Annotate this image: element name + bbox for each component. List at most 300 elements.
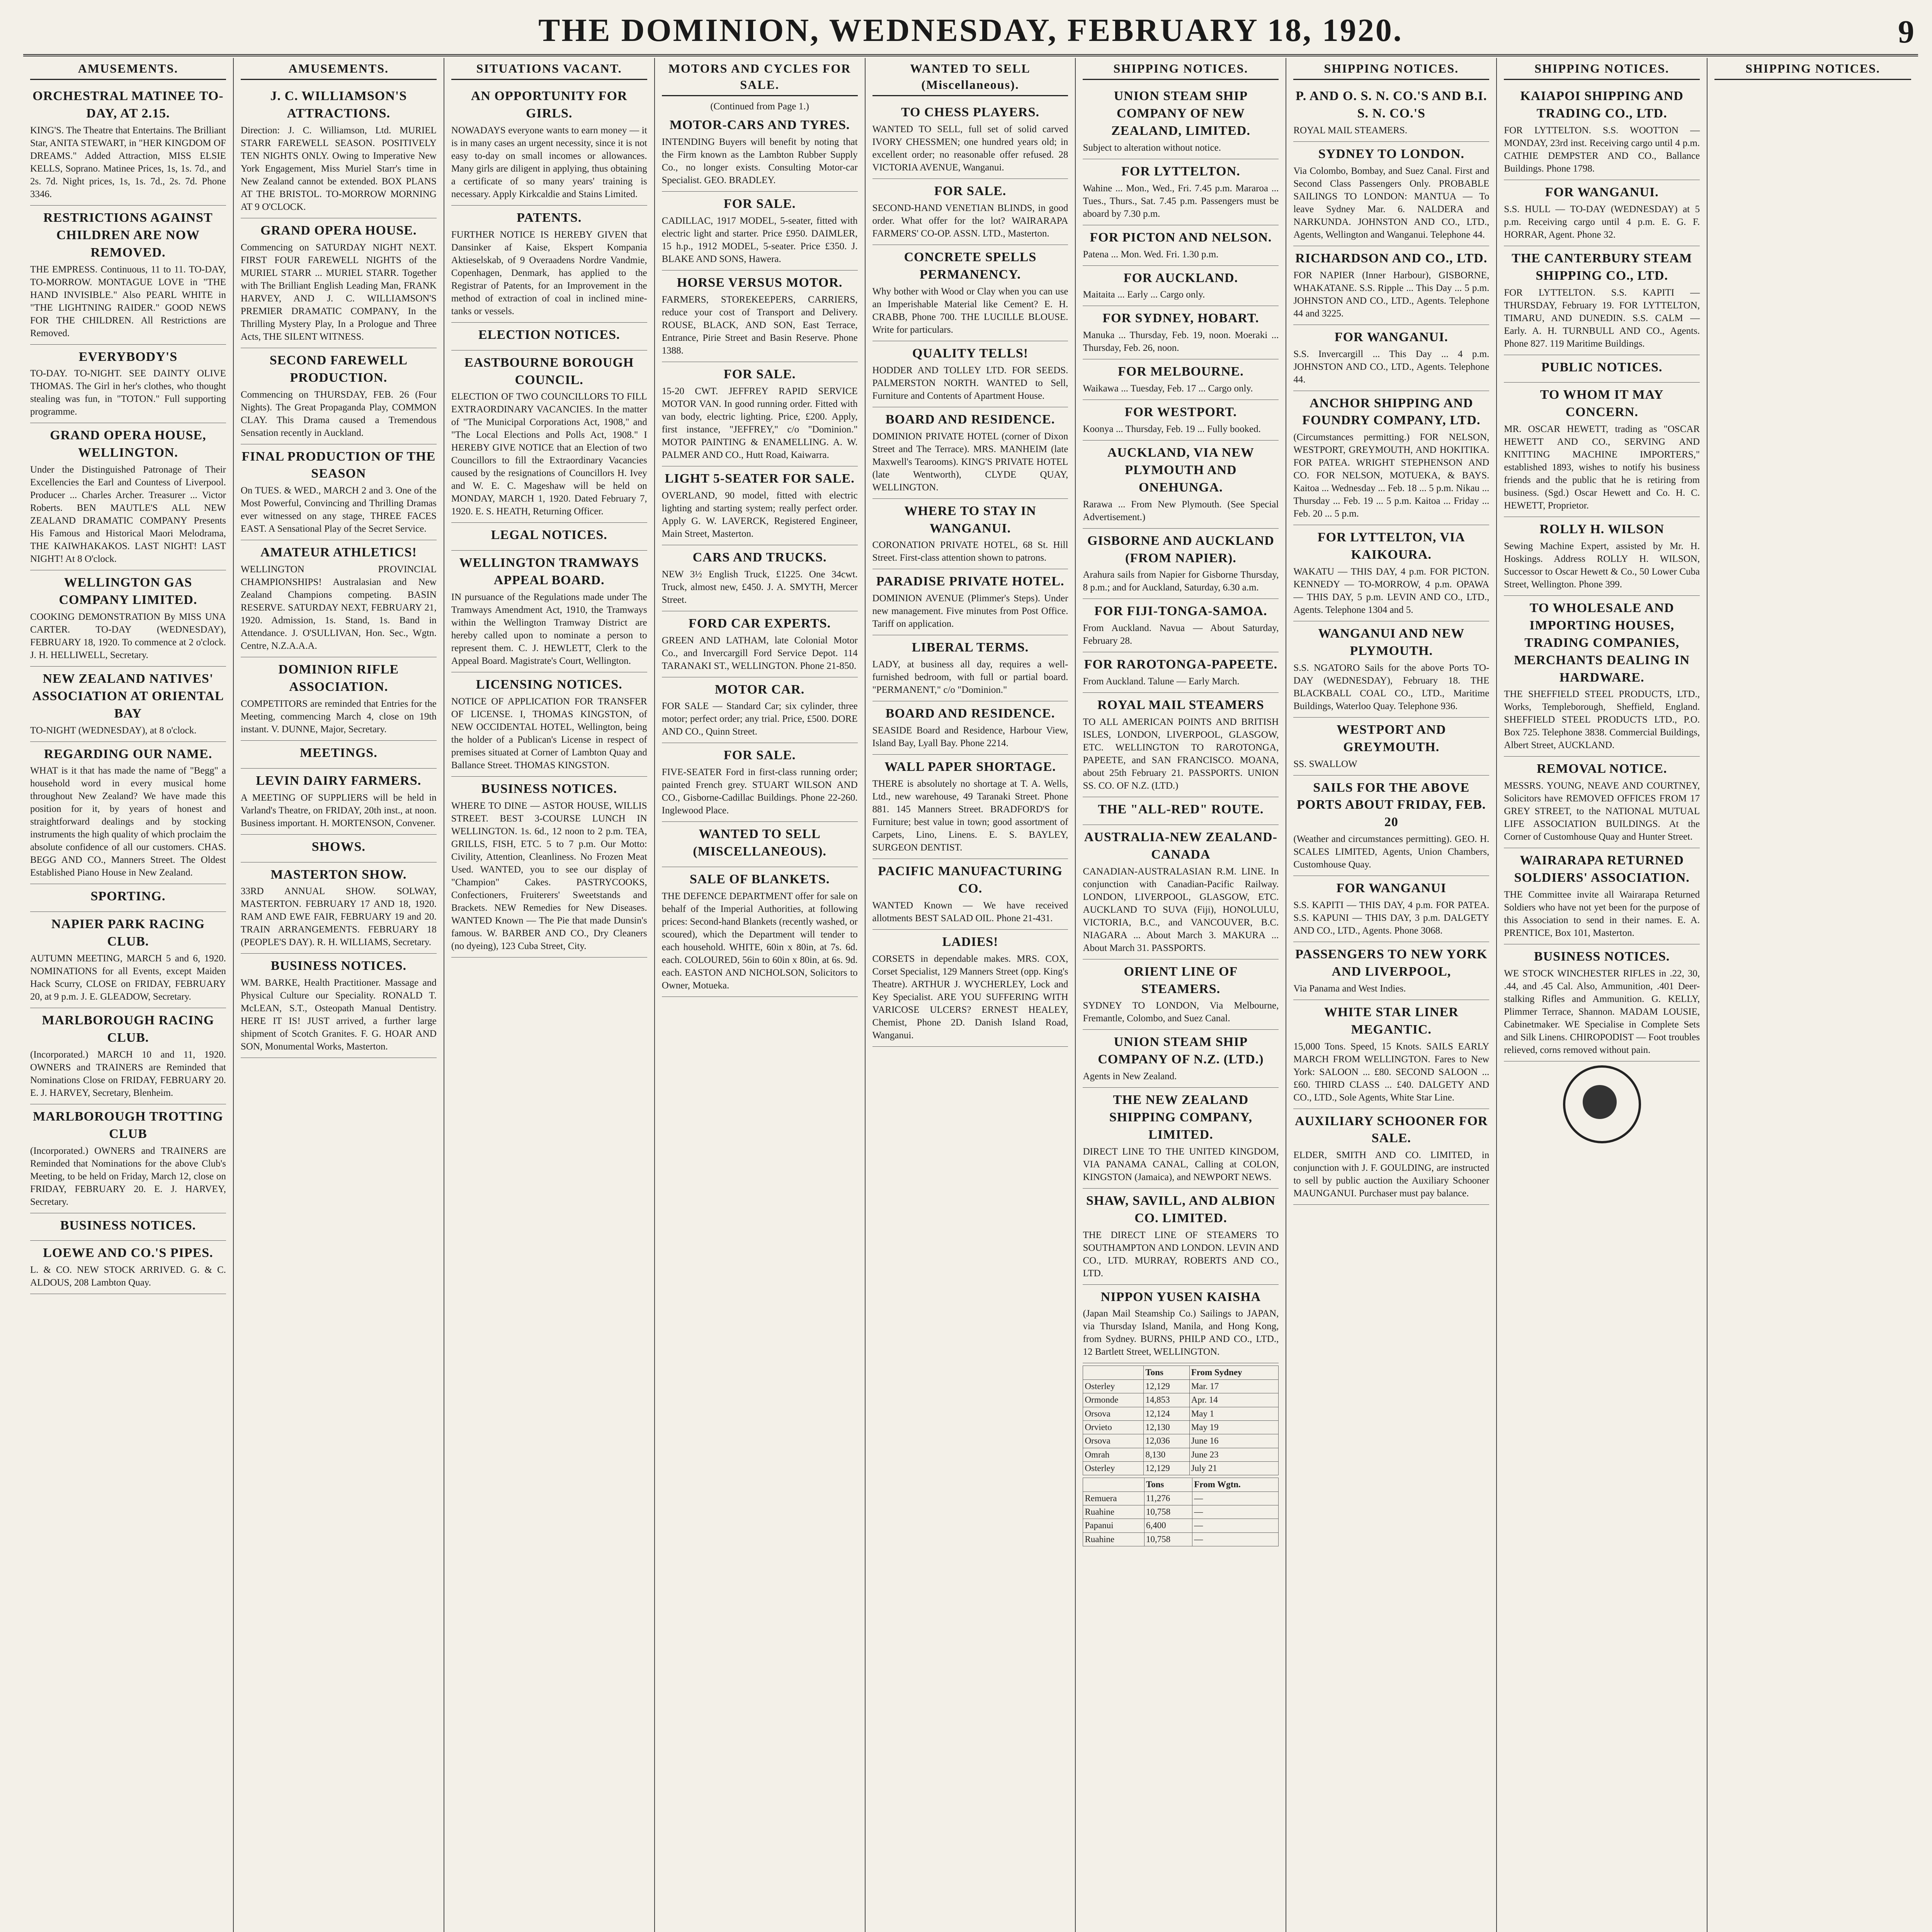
advertisement [662,113,858,192]
advertisement [872,341,1068,407]
ad-body: ELDER, SMITH AND CO. LIMITED, in conjunction with J. F. GOULDING, are instructed to sell by public auction the Auxiliary Schooner MAUNGANUI. Purchaser must pay balance. [1293,1150,1490,1199]
ad-heading: LEGAL NOTICES. [491,528,607,543]
ad-body: MR. OSCAR HEWETT, trading as "OSCAR HEWETT AND CO., SERVING AND KNITTING MACHINE IMPORTERS," established 1893, wishes to notify his business friends and the public that he is retiring from business. (Sgd.) Oscar Hewett and Co. H. C. HEWETT, Proprietor. [1504,424,1700,511]
ad-body: WANTED TO SELL, full set of solid carved IVORY CHESSMEN; one hundred years old; in excellent order; no reasonable offer refused. 28 VICTORIA AVENUE, Wanganui. [872,124,1068,173]
advertisement [872,499,1068,570]
advertisement [241,540,437,657]
ad-heading: BUSINESS NOTICES. [1534,949,1670,964]
advertisement [30,1104,226,1213]
ad-body: CORSETS in dependable makes. MRS. COX, Corset Specialist, 129 Manners Street (opp. King's Theatre). ARTHUR J. WYCHERLEY, Lock and Key Specialist. ARE YOU SUFFERING WITH VARICOSE ULCERS? ERNEST HEALEY, Chemist, Phone 2D. Danish Island Road, Wanganui. [872,953,1068,1041]
ad-list [1083,84,1279,1363]
advertisement [1083,1189,1279,1285]
ad-body: THE DIRECT LINE OF STEAMERS TO SOUTHAMPTON AND LONDON. LEVIN AND CO., LTD. MURRAY, ROBERTS AND CO., LTD. [1083,1230,1279,1279]
advertisement [241,657,437,741]
table-row [1083,1434,1279,1448]
table-cell: Ruahine [1083,1532,1144,1546]
ad-body: (Japan Mail Steamship Co.) Sailings to JAPAN, via Thursday Island, Manila, and Hong Kong, from Sydney. BURNS, PHILP AND CO., LTD., 12 Bartlett Street, WELLINGTON. [1083,1308,1279,1357]
advertisement [241,954,437,1058]
ad-heading: TO WHOLESALE AND IMPORTING HOUSES, TRADING COMPANIES, MERCHANTS DEALING IN HARDWARE. [1514,601,1690,685]
ad-body: THE DEFENCE DEPARTMENT offer for sale on behalf of the Imperial Authorities, at following prices: Second-hand Blankets (recently washed, or scoured), which the Department will tender to each household. WHITE, 60in x 80in, at 7s. 6d. each. COLOURED, 56in to 60in x 80in, at 6s. 9d. each. EASTON AND NICHOLSON, Solicitors to Owner, Motueka. [662,891,858,991]
ad-body: FOR LYTTELTON. S.S. WOOTTON — MONDAY, 23rd inst. Receiving cargo until 4 p.m. CATHIE DEMPSTER AND CO., Ballance Buildings. Phone 1798. [1504,125,1700,174]
ad-body: (Circumstances permitting.) FOR NELSON, WESTPORT, GREYMOUTH, AND HOKITIKA. FOR PATEA. WRIGHT STEPHENSON AND CO. FOR NELSON, MOTUEKA, & BAYS. Kaitoa ... Wednesday ... Feb. 18 ... 5 p.m. Nikau ... Thursday ... Feb. 19 ... 5 p.m. Kaitoa ... Friday ... Feb. 20 ... 5 p.m. [1293,432,1490,519]
advertisement [1083,306,1279,359]
ad-body: FIVE-SEATER Ford in first-class running order; painted French grey. STUART WILSON AND CO., Gisborne-Cadillac Buildings. Phone 22-260. Inglewood Place. [662,767,858,816]
advertisement [241,862,437,954]
advertisement [872,930,1068,1047]
advertisement [1293,718,1489,776]
ad-heading: TO CHESS PLAYERS. [901,105,1040,120]
ad-heading: FOR WESTPORT. [1124,405,1237,420]
ad-body: ROYAL MAIL STEAMERS. [1293,125,1408,136]
advertisement [662,466,858,545]
ad-heading: J. C. WILLIAMSON'S ATTRACTIONS. [270,89,407,121]
ad-body: INTENDING Buyers will benefit by noting that the Firm known as the Lambton Rubber Supply Co., no longer exists. Consulting Motor-car Specialist. GEO. BRADLEY. [662,137,858,186]
advertisement [30,1241,226,1294]
ad-heading: AMATEUR ATHLETICS! [260,545,417,560]
ad-body: OVERLAND, 90 model, fitted with electric lighting and starting system; really perfect order. Apply G. W. LAVERCK, Registered Engineer, Main Street, Masterton. [662,490,858,539]
ad-body: L. & CO. NEW STOCK ARRIVED. G. & C. ALDOUS, 208 Lambton Quay. [30,1265,226,1288]
ad-heading: WHITE STAR LINER MEGANTIC. [1324,1005,1459,1037]
ad-body: THE SHEFFIELD STEEL PRODUCTS, LTD., Works, Templeborough, Sheffield, England. SHEFFIELD STEEL PRODUCTS LTD., P.O. Box 725. Telephone 3838. Commercial Buildings, Albert Street, AUCKLAND. [1504,689,1700,751]
ad-heading: FOR WANGANUI. [1545,185,1659,199]
ad-body: (Incorporated.) OWNERS and TRAINERS are Reminded that Nominations for the above Club's Meeting, to be held on Friday, March 12, close on FRIDAY, FEBRUARY 20. E. J. HARVEY, Secretary. [30,1145,226,1207]
orient-sailings-table [1083,1366,1279,1475]
ad-body: CADILLAC, 1917 MODEL, 5-seater, fitted with electric light and starter. Price £950. DAIMLER, 15 h.p., 1912 MODEL, 5-seater. Price £350. J. BLAKE AND SONS, Hawera. [662,216,858,265]
ad-heading: SYDNEY TO LONDON. [1318,146,1464,161]
ad-body: Maitaita ... Early ... Cargo only. [1083,289,1205,300]
ad-heading: EVERYBODY'S [78,349,178,364]
table-cell: 11,276 [1144,1492,1192,1505]
column-6 [1076,58,1286,1932]
ad-heading: SALE OF BLANKETS. [689,872,830,887]
ad-heading: NAPIER PARK RACING CLUB. [51,917,205,949]
ad-body: DOMINION PRIVATE HOTEL (corner of Dixon Street and The Terrace). MRS. MANHEIM (late Maxwell's Tearooms). KING'S PRIVATE HOTEL (late Wentworth), CLYDE QUAY, WELLINGTON. [872,431,1068,493]
ad-body: NEW 3½ English Truck, £1225. One 34cwt. Truck, almost new, £450. J. A. SMYTH, Mercer Street. [662,569,858,605]
advertisement [30,1213,226,1241]
advertisement [1293,1000,1489,1109]
ad-body: MESSRS. YOUNG, NEAVE AND COURTNEY, Solicitors have REMOVED OFFICES FROM 17 GREY STREET, to the NATIONAL MUTUAL LIFE ASSOCIATION BUILDINGS. At the Corner of Customhouse Quay and Hunter Street. [1504,781,1700,842]
ad-heading: REMOVAL NOTICE. [1536,762,1667,776]
table-cell: 12,129 [1144,1462,1189,1475]
table-header-cell: From Wgtn. [1192,1478,1279,1492]
ad-heading: FOR LYTTELTON. [1121,164,1240,179]
ad-heading: EASTBOURNE BOROUGH COUNCIL. [464,355,634,387]
ad-body: Waikawa ... Tuesday, Feb. 17 ... Cargo only. [1083,383,1253,394]
table-row [1083,1532,1279,1546]
ad-heading: WANTED TO SELL (MISCELLANEOUS). [693,827,827,859]
table-cell: Ruahine [1083,1505,1144,1519]
section-heading: WANTED TO SELL (Miscellaneous). [872,60,1068,96]
ad-body: WAKATU — THIS DAY, 4 p.m. FOR PICTON. KENNEDY — TO-MORROW, 4 p.m. OPAWA — THIS DAY, 5 p.m. LEVIN AND CO., LTD., Agents. Telephone 1304 and 5. [1293,566,1490,616]
advertisement [451,323,647,350]
rsa-badge-icon [1563,1065,1641,1143]
table-cell: Osterley [1083,1379,1144,1393]
ad-heading: RESTRICTIONS AGAINST CHILDREN ARE NOW REMOVED. [43,210,213,260]
ad-heading: LICENSING NOTICES. [476,677,622,692]
ad-body: TO-DAY. TO-NIGHT. SEE DAINTY OLIVE THOMAS. The Girl in her's clothes, who thought stealing was fun, in "TOTON." Full supporting programme. [30,368,226,417]
section-heading: SHIPPING NOTICES. [1293,60,1489,80]
table-header-cell [1083,1366,1144,1379]
ad-heading: MASTERTON SHOW. [270,867,407,882]
column-9 [1708,58,1918,1932]
ad-heading: SHAW, SAVILL, AND ALBION CO. LIMITED. [1086,1193,1276,1225]
advertisement [1293,325,1489,391]
table-cell: 12,124 [1144,1407,1189,1420]
advertisement [30,570,226,667]
table-cell: — [1192,1492,1279,1505]
ad-body: Via Panama and West Indies. [1293,983,1406,994]
ad-heading: FOR SYDNEY, HOBART. [1102,311,1259,326]
section-heading: SHIPPING NOTICES. [1083,60,1279,80]
advertisement [241,741,437,769]
ad-body: Why bother with Wood or Clay when you can use an Imperishable Material like Cement? E. H. CRABB, Phone 700. THE LUCILLE BLOUSE. Write for particulars. [872,286,1068,335]
section-heading: MOTORS AND CYCLES FOR SALE. [662,60,858,96]
ad-body: Rarawa ... From New Plymouth. (See Special Advertisement.) [1083,499,1279,522]
ad-body: Koonya ... Thursday, Feb. 19 ... Fully booked. [1083,424,1261,435]
ad-body: WANTED Known — We have received allotments BEST SALAD OIL. Phone 21-431. [872,900,1068,923]
ad-heading: WAIRARAPA RETURNED SOLDIERS' ASSOCIATION. [1514,853,1690,885]
ad-body: From Auckland. Talune — Early March. [1083,676,1240,687]
ad-body: AUTUMN MEETING, MARCH 5 and 6, 1920. NOMINATIONS for all Events, except Maiden Hack Scurry, CLOSE on FRIDAY, FEBRUARY 20, at 9 p.m. J. E. GLEADOW, Secretary. [30,953,226,1002]
ad-heading: CARS AND TRUCKS. [692,550,827,565]
ad-body: WHERE TO DINE — ASTOR HOUSE, WILLIS STREET. BEST 3-COURSE LUNCH IN WELLINGTON. 1s. 6d., 12 noon to 2 p.m. TEA, GRILLS, FISH, ETC. 5 to 7 p.m. Our Motto: Civility, Attention, Cleanliness. No Frozen Meat Used. WANTED, you to see our display of "Champion" Cakes. PASTRYCOOKS, Confectioners, Fruiterers' Sweetstands and Brackets. NEW Remedies for New Diseases. WANTED Known — The Pie that made Dunsin's famous. W. BARBER AND CO., Dry Cleaners (no dyeing), 123 Cuba Street, City. [451,800,647,951]
table-cell: May 19 [1189,1420,1279,1434]
ad-body: SECOND-HAND VENETIAN BLINDS, in good order. What offer for the lot? WAIRARAPA FARMERS' CO-OP. ASSN. LTD., Masterton. [872,203,1068,239]
advertisement [872,245,1068,341]
ad-list [241,84,437,1058]
ad-heading: WHERE TO STAY IN WANGANUI. [904,503,1036,536]
advertisement [30,912,226,1008]
ad-heading: GRAND OPERA HOUSE, WELLINGTON. [50,428,206,460]
section-heading: AMUSEMENTS. [241,60,437,80]
table-header-row [1083,1366,1279,1379]
ad-body: 33RD ANNUAL SHOW. SOLWAY, MASTERTON. FEBRUARY 17 AND 18, 1920. RAM AND EWE FAIR, FEBRUARY 19 and 20. TRAIN ARRANGEMENTS. FEBRUARY 18 (PEOPLE'S DAY). R. H. WILLIAMS, Secretary. [240,886,437,948]
ad-heading: WELLINGTON TRAMWAYS APPEAL BOARD. [459,556,639,588]
advertisement [872,569,1068,635]
ad-body: Arahura sails from Napier for Gisborne Thursday, 8 p.m.; and for Auckland, Saturday, 6.30 a.m. [1083,570,1279,593]
advertisement [872,100,1068,179]
advertisement [1504,944,1700,1061]
ad-heading: TO WHOM IT MAY CONCERN. [1540,388,1664,420]
table-cell: 12,036 [1144,1434,1189,1448]
section-heading: SHIPPING NOTICES. [1714,60,1911,80]
ad-list [1293,84,1489,1205]
ad-body: SS. SWALLOW [1293,759,1357,769]
table-cell: Omrah [1083,1448,1144,1461]
ad-body: COMPETITORS are reminded that Entries for the Meeting, commencing March 4, close on 19th instant. V. DUNNE, Major, Secretary. [240,698,437,735]
section-heading: SHIPPING NOTICES. [1504,60,1700,80]
ad-body: SYDNEY TO LONDON, Via Melbourne, Fremantle, Colombo, and Suez Canal. [1083,1000,1279,1024]
advertisement [1504,84,1700,180]
ad-body: Manuka ... Thursday, Feb. 19, noon. Moeraki ... Thursday, Feb. 26, noon. [1083,330,1279,354]
ad-heading: AN OPPORTUNITY FOR GIRLS. [471,89,628,121]
ad-heading: FOR MELBOURNE. [1118,364,1244,379]
ad-heading: FOR FIJI-TONGA-SAMOA. [1094,604,1267,619]
advertisement [451,84,647,206]
page-number: 9 [1898,14,1914,50]
ad-list [872,100,1068,1046]
ad-body: S.S. HULL — TO-DAY (WEDNESDAY) at 5 p.m. Receiving cargo until 4 p.m. E. G. F. HORRAR, Agent. Phone 32. [1504,204,1700,240]
columns [23,58,1918,1932]
advertisement [1504,180,1700,246]
column-4 [655,58,866,1932]
ad-body: Agents in New Zealand. [1083,1071,1177,1082]
table-cell: Orsova [1083,1407,1144,1420]
table-cell: Ormonde [1083,1393,1144,1407]
ad-heading: FOR WANGANUI. [1334,330,1448,344]
ad-heading: FOR RAROTONGA-PAPEETE. [1084,657,1278,672]
advertisement [1083,400,1279,440]
ad-body: FARMERS, STOREKEEPERS, CARRIERS, reduce your cost of Transport and Delivery. ROUSE, BLACK, AND SON, East Terrace, Entrance, Pirie Street and Basin Reserve. Phone 1388. [662,294,858,356]
ad-heading: WALL PAPER SHORTAGE. [884,760,1056,774]
ad-heading: THE CANTERBURY STEAM SHIPPING CO., LTD. [1512,251,1692,283]
ad-heading: FOR PICTON AND NELSON. [1090,230,1272,245]
advertisement [662,677,858,743]
advertisement [1293,876,1489,942]
ad-heading: AUSTRALIA-NEW ZEALAND-CANADA [1084,830,1278,862]
advertisement [1083,599,1279,652]
ad-body: KING'S. The Theatre that Entertains. The Brilliant Star, ANITA STEWART, in "HER KINGDOM OF DREAMS." Added Attraction, MISS ELSIE KELLS, Soprano. Matinee Prices, 1s, 1s. 7d., and 2s. 7d. Night prices, 1s, 1s. 7d., 2s. 7d. Phone 3346. [30,125,226,199]
ad-heading: PACIFIC MANUFACTURING CO. [878,864,1063,896]
advertisement [30,884,226,912]
table-header-cell [1083,1478,1144,1492]
table-cell: 14,853 [1144,1393,1189,1407]
ad-body: CANADIAN-AUSTRALASIAN R.M. LINE. In conjunction with Canadian-Pacific Railway. LONDON, LIVERPOOL, GLASGOW, ETC. AUCKLAND TO SUVA (Fiji), HONOLULU, VICTORIA, B.C., and VANCOUVER, B.C. NIAGARA ... About March 3. MAKURA ... About March 31. PASSPORTS. [1083,866,1279,953]
advertisement [662,270,858,362]
section-heading: SITUATIONS VACANT. [451,60,647,80]
section-subheading: (Continued from Page 1.) [710,101,809,112]
table-cell: Orsova [1083,1434,1144,1448]
advertisement [30,667,226,742]
ad-heading: MEETINGS. [299,745,378,760]
ad-heading: BOARD AND RESIDENCE. [885,706,1055,721]
column-7 [1286,58,1497,1932]
table-cell: Remuera [1083,1492,1144,1505]
ad-body: Commencing on THURSDAY, FEB. 26 (Four Nights). The Great Propaganda Play, COMMON CLAY. This Drama caused a Tremendous Sensation recently in Auckland. [240,389,437,438]
ad-body: TO-NIGHT (WEDNESDAY), at 8 o'clock. [30,725,197,736]
table-row [1083,1407,1279,1420]
table-header-cell: Tons [1144,1478,1192,1492]
table-row [1083,1492,1279,1505]
ad-heading: GRAND OPERA HOUSE. [260,223,417,238]
advertisement [1293,391,1489,526]
ad-heading: WESTPORT AND GREYMOUTH. [1337,722,1446,754]
ad-heading: ROLLY H. WILSON [1539,522,1664,537]
ad-heading: LIBERAL TERMS. [912,640,1029,655]
ad-body: WELLINGTON PROVINCIAL CHAMPIONSHIPS! Australasian and New Zealand Champions competing. BASIN RESERVE. SATURDAY NEXT, FEBRUARY 21, 1920. Admission, 1s. Stand, 1s. Band in Attendance. J. O'SULLIVAN, Hon. Sec., Wgtn. Centre, N.Z.A.A.A. [240,564,437,651]
ad-heading: THE NEW ZEALAND SHIPPING COMPANY, LIMITED. [1109,1093,1252,1142]
table-row [1083,1393,1279,1407]
ad-body: COOKING DEMONSTRATION By MISS UNA CARTER. TO-DAY (WEDNESDAY), FEBRUARY 18, 1920. To commence at 2 o'clock. J. H. HELLIWELL, Secretary. [30,611,226,660]
advertisement [872,179,1068,245]
advertisement [1293,776,1489,876]
advertisement [1083,225,1279,266]
ad-body: S.S. KAPITI — THIS DAY, 4 p.m. FOR PATEA. S.S. KAPUNI — THIS DAY, 3 p.m. DALGETY AND CO., LTD., Agents. Phone 3068. [1293,900,1490,936]
ad-list [662,113,858,997]
ad-body: (Weather and circumstances permitting). GEO. H. SCALES LIMITED, Agents, Union Chambers, Customhouse Quay. [1293,834,1490,870]
ad-body: TO ALL AMERICAN POINTS AND BRITISH ISLES, LONDON, LIVERPOOL, GLASGOW, ETC. WELLINGTON TO RAROTONGA, PAPEETE, and SAN FRANCISCO. MOANA, about 25th February 21. PASSPORTS. UNION SS. CO. OF N.Z. (LTD.) [1083,717,1279,791]
advertisement [1293,1109,1489,1205]
advertisement [1083,266,1279,306]
advertisement [1293,84,1489,142]
ad-body: NOWADAYS everyone wants to earn money — it is in many cases an urgent necessity, since it is not easy to-day on small incomes or allowances. Many girls are diligent in applying, thus obtaining a certificate of so many years' training is necessary. Apply Kirkcaldie and Stains Limited. [451,125,647,199]
advertisement [872,755,1068,859]
ad-body: GREEN AND LATHAM, late Colonial Motor Co., and Invercargill Ford Service Depot. 114 TARANAKI ST., WELLINGTON. Phone 21-850. [662,635,858,671]
ad-heading: MOTOR-CARS AND TYRES. [669,118,850,133]
ad-heading: SPORTING. [90,889,166,904]
ad-heading: THE "ALL-RED" ROUTE. [1098,802,1264,817]
ad-body: THE Committee invite all Wairarapa Returned Soldiers who have not yet been for the purpose of this Association to send in their names. E. A. PRENTICE, Box 101, Masterton. [1504,889,1700,939]
ad-heading: UNION STEAM SHIP COMPANY OF NEW ZEALAND, LIMITED. [1111,89,1250,138]
table-cell: June 23 [1189,1448,1279,1461]
table-cell: Orvieto [1083,1420,1144,1434]
ad-heading: BUSINESS NOTICES. [60,1218,196,1233]
table-cell: June 16 [1189,1434,1279,1448]
ad-heading: WANGANUI AND NEW PLYMOUTH. [1318,626,1465,658]
advertisement [1083,1030,1279,1088]
ad-body: Sewing Machine Expert, assisted by Mr. H. Hoskings. Address ROLLY H. WILSON, Successor to Oscar Hewett & Co., 50 Lower Cuba Street, Wellington. Phone 399. [1504,541,1700,590]
ad-body: NOTICE OF APPLICATION FOR TRANSFER OF LICENSE. I, THOMAS KINGSTON, of NEW OCCIDENTAL HOTEL, Wellington, being the holder of a Publican's License in respect of premises situated at Corner of Lambton Quay and Ballance Street. THOMAS KINGSTON. [451,696,647,770]
advertisement [30,206,226,345]
table-cell: — [1192,1519,1279,1532]
ad-heading: REGARDING OUR NAME. [44,747,213,761]
table-row [1083,1420,1279,1434]
advertisement [241,769,437,835]
ad-heading: ANCHOR SHIPPING AND FOUNDRY COMPANY, LTD. [1302,396,1481,428]
advertisement [1083,529,1279,599]
ad-body: Subject to alteration without notice. [1083,142,1221,153]
advertisement [1293,142,1489,246]
advertisement [1504,517,1700,596]
ad-heading: FOR SALE. [723,367,796,382]
ad-heading: UNION STEAM SHIP COMPANY OF N.Z. (LTD.) [1098,1035,1264,1067]
nzsc-sailings-table [1083,1478,1279,1546]
ad-heading: FOR LYTTELTON, VIA KAIKOURA. [1317,530,1465,562]
advertisement [1504,246,1700,355]
ad-heading: WELLINGTON GAS COMPANY LIMITED. [59,575,197,607]
advertisement [1293,942,1489,1000]
ad-body: Patena ... Mon. Wed. Fri. 1.30 p.m. [1083,249,1219,260]
advertisement [662,822,858,867]
masthead [23,12,1918,56]
advertisement [451,777,647,957]
table-cell: 6,400 [1144,1519,1192,1532]
ad-body: Via Colombo, Bombay, and Suez Canal. First and Second Class Passengers Only. PROBABLE SAILINGS TO LONDON: MANTUA — To leave Sydney Mar. 6. NALDERA and NARKUNDA. JOHNSTON AND CO., LTD., Agents, Wellington and Wanganui. Telephone 44. [1293,165,1490,240]
advertisement [1083,797,1279,825]
advertisement [241,348,437,444]
advertisement [451,551,647,672]
ad-list [1504,84,1700,1061]
table-cell: Osterley [1083,1462,1144,1475]
advertisement [662,192,858,270]
table-row [1083,1519,1279,1532]
ad-body: A MEETING OF SUPPLIERS will be held in Varland's Theatre, on FRIDAY, 20th inst., at noon. Business important. H. MORTENSON, Convener. [240,792,437,828]
ad-body: CORONATION PRIVATE HOTEL, 68 St. Hill Street. First-class attention shown to patrons. [872,540,1068,563]
ad-body: Under the Distinguished Patronage of Their Excellencies the Earl and Countess of Liverpool. Producer ... Charles Archer. Treasurer ... Victor Roberts. BEN MAUTLE'S ALL NEW ZEALAND DRAMATIC COMPANY Presents His Famous and Historical Maori Melodrama, THE KAIWHAKAKOS. LAST NIGHT! LAST NIGHT! At 8 O'clock. [30,464,226,565]
ad-heading: LEVIN DAIRY FARMERS. [256,773,422,788]
advertisement [662,867,858,997]
ad-body: ELECTION OF TWO COUNCILLORS TO FILL EXTRAORDINARY VACANCIES. In the matter of "The Municipal Corporations Act, 1908," and "The Local Elections and Polls Act, 1908." I HEREBY GIVE NOTICE that an Election of two Councillors to fill the Extraordinary Vacancies caused by the resignations of Councillors H. Ivey and W. E. C. Mageshaw will be held on MONDAY, MARCH 1, 1920. Dated February 7, 1920. E. S. HEATH, Returning Officer. [451,391,647,517]
ad-heading: FOR SALE. [723,197,796,211]
advertisement [1504,355,1700,383]
ad-heading: RICHARDSON AND CO., LTD. [1295,251,1488,265]
advertisement [1504,848,1700,944]
ad-heading: FOR AUCKLAND. [1123,270,1238,285]
ad-list [451,84,647,957]
ad-heading: FOR SALE. [723,748,796,763]
table-row [1083,1505,1279,1519]
table-header-row [1083,1478,1279,1492]
ad-body: THE EMPRESS. Continuous, 11 to 11. TO-DAY, TO-MORROW. MONTAGUE LOVE in "THE HAND INVISIBLE." Also PEARL WHITE in "THE LIGHTNING RAIDER." GOOD NEWS FOR THE CHILDREN. All Restrictions are Removed. [30,264,226,338]
table-row [1083,1379,1279,1393]
ad-body: FOR NAPIER (Inner Harbour), GISBORNE, WHAKATANE. S.S. Ripple ... This Day ... 5 p.m. JOHNSTON AND CO., LTD., Agents. Telephone 44 and 3225. [1293,270,1490,319]
ad-body: S.S. Invercargill ... This Day ... 4 p.m. JOHNSTON AND CO., LTD., Agents. Telephone 44. [1293,349,1490,385]
ad-body: 15-20 CWT. JEFFREY RAPID SERVICE MOTOR VAN. In good running order. Fitted with van body, electric lighting. Price, £200. Apply, first instance, "JEFFREY," c/o "Dominion." MOTOR PAINTING & ENAMELLING. A. W. PALMER AND CO., Hutt Road, Kaiwarra. [662,386,858,460]
ad-heading: ROYAL MAIL STEAMERS [1097,698,1264,713]
advertisement [1083,652,1279,693]
ad-body: (Incorporated.) MARCH 10 and 11, 1920. OWNERS and TRAINERS are Reminded that Nominations Close on FRIDAY, FEBRUARY 20. E. J. HARVEY, Secretary, Blenheim. [30,1049,226,1098]
ad-heading: AUXILIARY SCHOONER FOR SALE. [1295,1114,1488,1146]
advertisement [872,635,1068,701]
ad-heading: P. AND O. S. N. CO.'S AND B.I. S. N. CO.'S [1296,89,1487,121]
advertisement [30,742,226,884]
advertisement [1083,1285,1279,1364]
advertisement [662,611,858,677]
ad-body: FURTHER NOTICE IS HEREBY GIVEN that Dansinker af Kaise, Ekspert Kompania Aktieselskab, of 9 Overaadens Nordre Vandmie, Copenhagen, Denmark, has applied to the Registrar of Patents, for an Improvement in the method of extraction of coal in inclined mine-tanks or vessels. [451,229,647,316]
ad-body: THERE is absolutely no shortage at T. A. Wells, Ltd., new warehouse, 49 Taranaki Street. Phone 881. 145 Manners Street. BRADFORD'S for Furniture; best value in town; good assortment of Carpets, Lino, Linens. E. S. BAYLEY, SURGEON DENTIST. [872,778,1068,853]
ad-body: WHAT is it that has made the name of "Begg" a household word in every musical home throughout New Zealand? We have made this position for it, by years of honest and straightforward dealings and by stocking instruments the high quality of which proclaim the absolute confidence of all our customers. CHAS. BEGG AND CO., Manners Street. The Oldest Established Piano House in New Zealand. [30,765,226,878]
column-2 [234,58,444,1932]
ad-body: DIRECT LINE TO THE UNITED KINGDOM, VIA PANAMA CANAL, Calling at COLON, KINGSTON (Jamaica), and NEWPORT NEWS. [1083,1146,1279,1182]
table-cell: Papanui [1083,1519,1144,1532]
advertisement [1504,757,1700,848]
advertisement [1083,1088,1279,1189]
ad-heading: LOEWE AND CO.'S PIPES. [43,1246,213,1260]
table-cell: 10,758 [1144,1532,1192,1546]
advertisement [1293,525,1489,621]
ad-heading: MOTOR CAR. [714,682,805,697]
table-cell: 12,129 [1144,1379,1189,1393]
ad-heading: HORSE VERSUS MOTOR. [677,276,843,290]
ad-heading: ORIENT LINE OF STEAMERS. [1124,964,1238,996]
table-cell: — [1192,1532,1279,1546]
table-cell: — [1192,1505,1279,1519]
ad-heading: PARADISE PRIVATE HOTEL. [876,574,1065,589]
advertisement [1504,383,1700,517]
ad-list [30,84,226,1294]
advertisement [30,345,226,423]
ad-heading: FINAL PRODUCTION OF THE SEASON [242,449,436,481]
ad-body: FOR SALE — Standard Car; six cylinder, three motor; perfect order; any trial. Price, £500. DORE AND CO., Quinn Street. [662,701,858,737]
ad-heading: PASSENGERS TO NEW YORK AND LIVERPOOL, [1295,947,1488,979]
ad-heading: QUALITY TELLS! [912,346,1029,361]
table-row [1083,1462,1279,1475]
ad-heading: ORCHESTRAL MATINEE TO-DAY, AT 2.15. [32,89,224,121]
advertisement [451,523,647,551]
advertisement [662,362,858,466]
ad-heading: AUCKLAND, VIA NEW PLYMOUTH AND ONEHUNGA. [1107,446,1254,495]
column-1 [23,58,234,1932]
ad-heading: FOR WANGANUI [1336,881,1446,896]
ad-heading: FORD CAR EXPERTS. [689,616,831,631]
advertisement [1083,84,1279,159]
ad-body: WM. BARKE, Health Practitioner. Massage and Physical Culture our Speciality. RONALD T. McLEAN, S.T., Osteopath Manual Dentistry. HERE IT IS! JUST arrived, a further large shipment of Scotch Granites. F. G. HOAR AND SON, Monumental Works, Masterton. [240,978,437,1052]
table-cell: 12,130 [1144,1420,1189,1434]
table-header-cell: From Sydney [1189,1366,1279,1379]
advertisement [1083,825,1279,959]
ad-body: LADY, at business all day, requires a well-furnished bedroom, with full or partial board. "PERMANENT," c/o "Dominion." [872,659,1068,696]
ad-heading: BUSINESS NOTICES. [481,781,617,796]
